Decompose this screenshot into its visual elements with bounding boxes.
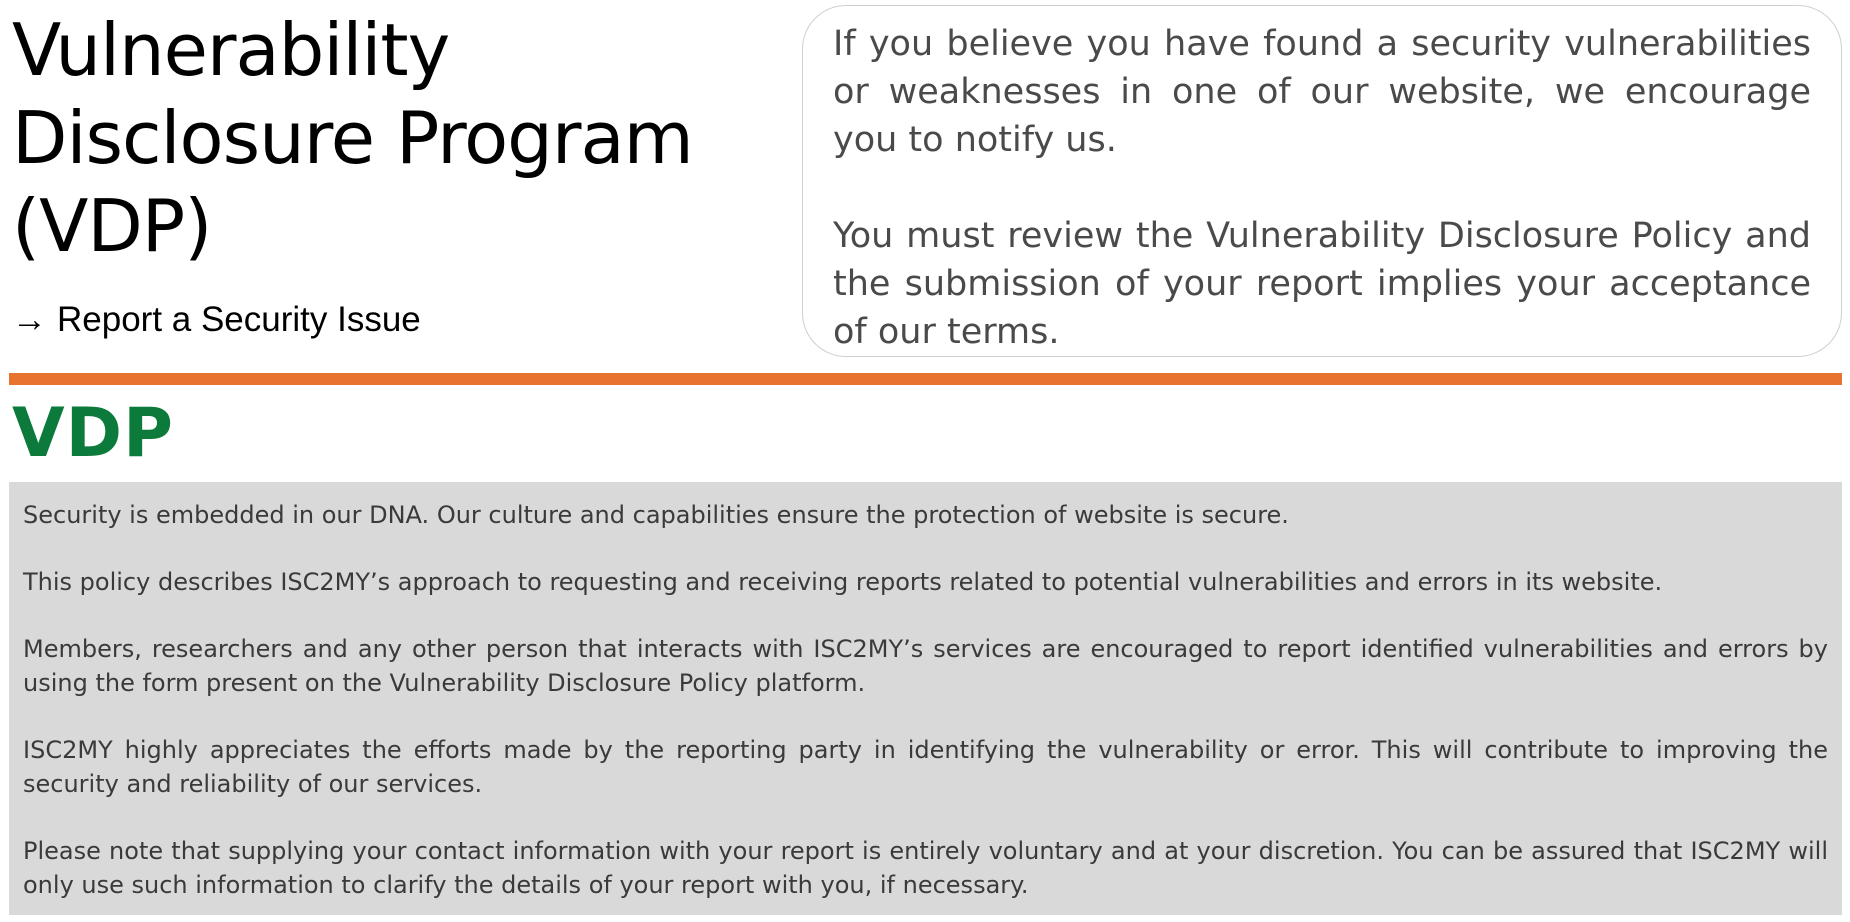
notice-paragraph: If you believe you have found a security vulnerabilities or weaknesses in one of our website, we encourage you to notify us. (833, 24, 1811, 160)
section-title: VDP (12, 394, 174, 473)
policy-paragraph: Members, researchers and any other person that interacts with ISC2MY’s services are encouraged to report identified vulnerabilities and errors by using the form present on the Vulnerability Disclosure Policy platform. (23, 635, 1828, 697)
policy-paragraph: ISC2MY highly appreciates the efforts made by the reporting party in identifying the vulnerability or error. This will contribute to improving the security and reliability of our services. (23, 736, 1828, 798)
policy-content-panel (9, 482, 1842, 915)
notice-paragraph: You must review the Vulnerability Disclosure Policy and the submission of your report implies your acceptance of our terms. (833, 216, 1811, 352)
report-security-issue-link[interactable] (12, 298, 421, 342)
title-block (12, 6, 792, 342)
arrow-right-icon: → (12, 300, 47, 339)
page-title: Vulnerability Disclosure Program (VDP) (12, 8, 693, 268)
policy-paragraph: This policy describes ISC2MY’s approach to requesting and receiving reports related to potential vulnerabilities and errors in its website. (23, 568, 1663, 596)
report-link-label: Report a Security Issue (57, 300, 421, 339)
policy-paragraph: Please note that supplying your contact information with your report is entirely voluntary and at your discretion. You can be assured that ISC2MY will only use such information to clarify the details of your report with you, if necessary. (23, 837, 1828, 899)
orange-divider (9, 373, 1842, 385)
notice-box (802, 5, 1842, 357)
page-header (0, 0, 1850, 372)
policy-paragraph: Security is embedded in our DNA. Our culture and capabilities ensure the protection of website is secure. (23, 501, 1289, 529)
